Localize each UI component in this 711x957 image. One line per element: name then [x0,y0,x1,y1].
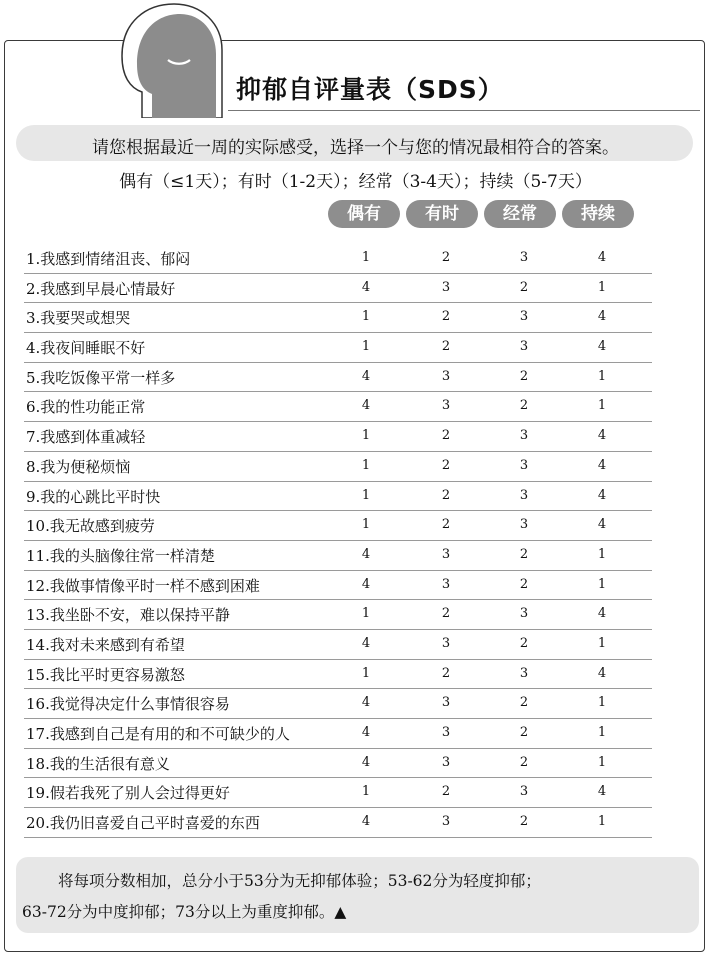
option-header-occasionally: 偶有 [328,200,400,228]
score-cell: 2 [441,517,451,533]
score-cell: 1 [361,487,371,503]
score-cell: 2 [519,814,529,830]
question-table [24,244,652,838]
score-cell: 3 [441,725,451,740]
score-cell: 3 [441,279,451,295]
scoring-note [22,866,694,928]
score-cell: 3 [441,368,451,384]
table-row [24,274,652,304]
score-cell: 4 [597,250,607,265]
table-row [24,630,652,660]
score-cell: 3 [519,517,529,533]
score-cell: 3 [519,428,529,444]
score-cell: 1 [361,606,371,622]
table-row [24,303,652,333]
score-cell: 3 [441,398,451,414]
score-cell: 3 [441,695,451,711]
score-cell: 1 [361,457,371,473]
table-row [24,363,652,393]
score-cell: 1 [597,754,607,770]
option-header-sometimes: 有时 [406,200,478,228]
score-cell: 2 [441,457,451,473]
table-row [24,719,652,749]
score-cell: 3 [441,754,451,770]
scoring-note-line1: 将每项分数相加，总分小于53分为无抑郁体验；53-62分为轻度抑郁； [58,872,541,890]
score-cell: 4 [361,725,371,740]
table-row [24,749,652,779]
scoring-note-line2: 63-72分为中度抑郁；73分以上为重度抑郁。▲ [22,903,347,921]
head-silhouette-icon [102,0,232,118]
score-cell: 3 [441,635,451,651]
score-cell: 2 [519,725,529,740]
score-cell: 3 [519,309,529,325]
score-cell: 4 [597,517,607,533]
score-cell: 4 [597,487,607,503]
score-cell: 1 [361,428,371,444]
score-cell: 4 [597,784,607,800]
score-cell: 4 [361,754,371,770]
score-cell: 3 [519,339,529,355]
option-header-often: 经常 [484,200,556,228]
score-cell: 4 [361,279,371,295]
score-cell: 2 [519,754,529,770]
table-row [24,482,652,512]
table-row [24,392,652,422]
score-cell: 3 [519,665,529,681]
score-cell: 3 [441,546,451,562]
score-cell: 4 [361,695,371,711]
score-cell: 4 [597,606,607,622]
score-cell: 2 [519,279,529,295]
table-row [24,571,652,601]
score-cell: 1 [597,368,607,384]
question-text: 12.我做事情像平时一样不感到困难 [26,576,260,595]
score-cell: 1 [597,695,607,711]
table-row [24,422,652,452]
page-title: 抑郁自评量表（SDS） [236,75,504,104]
table-row [24,244,652,274]
table-row [24,689,652,719]
score-cell: 2 [519,398,529,414]
score-cell: 2 [441,606,451,622]
question-text: 7.我感到体重减轻 [26,428,146,447]
score-cell: 2 [441,428,451,444]
score-cell: 3 [441,814,451,830]
score-cell: 1 [597,814,607,830]
score-cell: 2 [519,695,529,711]
score-cell: 4 [597,428,607,444]
score-cell: 1 [597,576,607,592]
score-cell: 2 [519,635,529,651]
score-cell: 1 [597,725,607,740]
score-cell: 1 [361,309,371,325]
score-cell: 3 [519,784,529,800]
score-cell: 4 [361,635,371,651]
question-text: 9.我的心跳比平时快 [26,487,161,506]
question-text: 6.我的性功能正常 [26,398,146,417]
score-cell: 1 [597,279,607,295]
question-text: 15.我比平时更容易激怒 [26,665,185,684]
question-text: 10.我无故感到疲劳 [26,517,155,536]
table-row [24,511,652,541]
question-text: 16.我觉得决定什么事情很容易 [26,695,230,714]
score-cell: 4 [597,457,607,473]
score-cell: 4 [597,665,607,681]
score-cell: 3 [441,576,451,592]
table-row [24,600,652,630]
score-cell: 1 [597,546,607,562]
question-text: 5.我吃饭像平常一样多 [26,368,176,387]
score-cell: 2 [519,368,529,384]
table-row [24,660,652,690]
score-cell: 2 [441,250,451,265]
score-cell: 2 [519,546,529,562]
score-cell: 4 [361,546,371,562]
score-cell: 3 [519,606,529,622]
table-row [24,808,652,838]
score-cell: 1 [361,517,371,533]
question-text: 19.假若我死了别人会过得更好 [26,784,230,803]
score-cell: 1 [361,665,371,681]
title-divider [228,110,700,111]
question-text: 18.我的生活很有意义 [26,754,170,773]
score-cell: 4 [597,339,607,355]
question-text: 8.我为便秘烦恼 [26,457,131,476]
question-text: 3.我要哭或想哭 [26,309,131,328]
question-text: 17.我感到自己是有用的和不可缺少的人 [26,725,290,743]
question-text: 4.我夜间睡眠不好 [26,339,146,358]
question-text: 14.我对未来感到有希望 [26,635,185,654]
score-cell: 2 [441,487,451,503]
score-cell: 4 [361,398,371,414]
option-header-always: 持续 [562,200,634,228]
score-cell: 1 [597,398,607,414]
question-text: 2.我感到早晨心情最好 [26,279,176,298]
score-cell: 3 [519,457,529,473]
score-cell: 4 [361,368,371,384]
table-row [24,541,652,571]
score-cell: 3 [519,487,529,503]
question-text: 20.我仍旧喜爱自己平时喜爱的东西 [26,814,260,833]
score-cell: 4 [597,309,607,325]
score-cell: 2 [441,309,451,325]
score-cell: 1 [361,784,371,800]
table-row [24,778,652,808]
table-row [24,452,652,482]
score-cell: 2 [441,665,451,681]
score-cell: 2 [441,784,451,800]
score-cell: 3 [519,250,529,265]
score-cell: 4 [361,576,371,592]
instruction-text: 请您根据最近一周的实际感受，选择一个与您的情况最相符合的答案。 [92,138,619,158]
score-cell: 1 [361,339,371,355]
score-cell: 1 [361,250,371,265]
question-text: 11.我的头脑像往常一样清楚 [26,546,215,565]
table-row [24,333,652,363]
question-text: 1.我感到情绪沮丧、郁闷 [26,250,191,268]
score-cell: 2 [441,339,451,355]
score-cell: 1 [597,635,607,651]
question-text: 13.我坐卧不安，难以保持平静 [26,606,230,625]
score-cell: 2 [519,576,529,592]
score-cell: 4 [361,814,371,830]
frequency-legend: 偶有（≤1天）；有时（1-2天）；经常（3-4天）；持续（5-7天） [119,172,592,192]
